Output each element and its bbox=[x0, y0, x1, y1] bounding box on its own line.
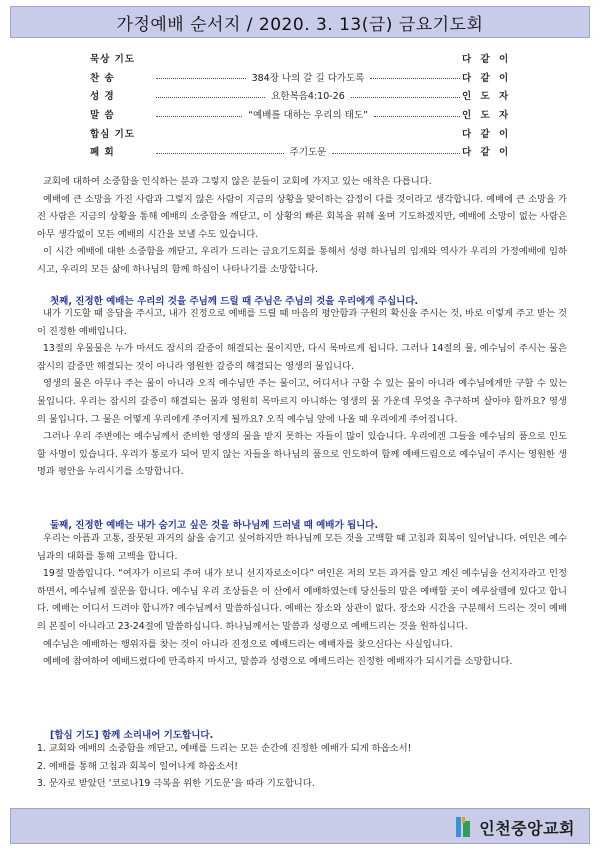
order-part: 합심 기도 bbox=[90, 128, 136, 140]
order-content: 주기도문 bbox=[289, 147, 327, 159]
page-title: 가정예배 순서지 / 2020. 3. 13(금) 금요기도회 bbox=[116, 14, 484, 35]
prayer-item: 1. 교회와 예배의 소중함을 깨닫고, 예배를 드리는 모든 순간에 진정한 예배가 되게 하옵소서! bbox=[37, 743, 412, 754]
prayer-item: 2. 예배를 통해 고침과 회복이 일어나게 하옵소서! bbox=[37, 760, 238, 772]
order-content: 384장 나의 갈 길 다가도록 bbox=[251, 72, 365, 84]
footer-bar bbox=[10, 808, 590, 844]
order-row bbox=[90, 142, 510, 161]
section2-paragraph: 예배에 참여하여 예배드렸다에 만족하지 마시고, 말씀과 성령으로 예배드리는 진정한 예배자가 되시기를 소망합니다. bbox=[43, 656, 513, 668]
prayer-heading: [합심 기도] 함께 소리내어 기도합니다. bbox=[50, 730, 214, 741]
section1-heading: 첫째, 진정한 예배는 우리의 것을 주님께 드릴 때 주님은 주님의 것을 우리에게 주십니다. bbox=[50, 296, 419, 307]
order-part: 성 경 bbox=[90, 91, 115, 103]
order-leader: 다 같 이 bbox=[462, 128, 512, 140]
order-leader: 인 도 자 bbox=[462, 110, 512, 122]
intro-paragraph: 이 시간 예배에 대한 소중함을 깨닫고, 우리가 드리는 금요기도회를 통해서 성령 하나님의 임재와 역사가 우리의 가정예배에 임하시고, 우리의 모든 삶에 하나님의 함께 하심이 나타나기를 소망합니다. bbox=[37, 246, 567, 275]
section2-text bbox=[37, 530, 567, 671]
order-row bbox=[90, 105, 510, 124]
church-logo bbox=[451, 814, 575, 840]
intro-paragraph: 교회에 대하여 소중함을 인식하는 분과 그렇지 않은 분들이 교회에 가지고 있는 애착은 다릅니다. bbox=[43, 176, 432, 187]
order-leader: 다 같 이 bbox=[462, 54, 512, 66]
order-leader: 인 도 자 bbox=[462, 91, 512, 103]
order-row bbox=[90, 49, 510, 68]
section1-paragraph: 그러나 우리 주변에는 예수님께서 준비한 영생의 물을 받지 못하는 자들이 많이 있습니다. 우리에겐 그들을 예수님의 품으로 인도할 사명이 있습니다. 우리가 통로가 되어 믿지 않는 자들을 하나님의 품으로 인도하여 함께 예배드림으로 예수님이 주시는 영원한 생명과 평안을 누리시기를 소망합니다. bbox=[37, 431, 567, 478]
church-logo-icon bbox=[451, 815, 475, 839]
section2-paragraph: 19절 말씀입니다. “여자가 이르되 주여 내가 보니 선지자로소이다” 여인은 저의 모든 과거를 알고 계신 예수님을 선지자라고 인정하면서, 예수님께 질문을 합니다. 예수님 우리 조상들은 이 산에서 예배하였는데 당신들의 말은 예배할 곳이 예루살렘에 있다고 합니다. 예배는 어디서 드려야 합니까? 예수님께서 말씀하십니다. 예배는 장소와 상관이 없다. 장소와 시간을 구분해서 드리는 것이 예배의 본질이 아니라고 23-24절에 말씀하십니다. 하나님께서는 말씀과 성령으로 예배드리는 것을 원하십니다. bbox=[37, 568, 567, 632]
order-row bbox=[90, 123, 510, 142]
section1-paragraph: 13절의 우물물은 누가 마셔도 잠시의 갈증이 해결되는 물이지만, 다시 목마르게 됩니다. 그러나 14절의 물, 예수님이 주시는 물은 잠시의 갈증만 해결되는 것이 아니라 영원한 갈증의 해결되는 영생의 물입니다. bbox=[37, 343, 567, 372]
intro-paragraph: 예배에 큰 소망을 가진 사람과 그렇지 않은 사람이 지금의 상황을 맞이하는 감정이 다를 것이라고 생각합니다. 예배에 큰 소망을 가진 사람은 지금의 상황을 통해 예배의 소중함을 깨닫고, 이 상황의 빠른 회복을 위해 울며 기도하겠지만, 예배에 소망이 없는 사람은 아무 생각없이 모든 예배의 시간을 보낼 수도 있습니다. bbox=[37, 193, 567, 240]
section2-heading: 둘째, 진정한 예배는 내가 숨기고 싶은 것을 하나님께 드러낼 때 예배가 됩니다. bbox=[50, 520, 379, 531]
section1-paragraph: 영생의 물은 아무나 주는 물이 아니라 오직 예수님만 주는 물이고, 어디서나 구할 수 있는 물이 아니라 예수님에게만 구할 수 있는 물입니다. 우리는 잠시의 갈증이 해결되는 물과 영원히 목마르지 아니하는 영생의 물 가운데 무엇을 추구하며 살아야 할까요? 영생의 물입니다. 그 물은 어떻게 우리에게 주어지게 될까요? 오직 예수님 앞에 나올 때 우리에게 주어집니다. bbox=[37, 378, 567, 425]
prayer-list bbox=[37, 740, 567, 793]
prayer-item: 3. 문자로 받았던 ‘코로나19 극복을 위한 기도문’을 따라 기도합니다. bbox=[37, 778, 315, 790]
order-part: 폐 회 bbox=[90, 147, 115, 159]
section2-paragraph: 우리는 아픔과 고통, 잘못된 과거의 삶을 숨기고 싶어하지만 하나님께 모든 것을 고백할 때 고침과 회복이 일어납니다. 여인은 예수님과의 대화를 통해 고백을 합니다. bbox=[37, 533, 567, 562]
order-row bbox=[90, 86, 510, 105]
order-part: 찬 송 bbox=[90, 72, 115, 84]
order-part: 말 씀 bbox=[90, 110, 115, 122]
intro-text bbox=[37, 173, 567, 279]
order-leader: 다 같 이 bbox=[462, 72, 512, 84]
order-content: “예배를 대하는 우리의 태도” bbox=[248, 110, 368, 122]
title-bar bbox=[10, 6, 590, 38]
worship-order bbox=[90, 49, 510, 161]
order-row bbox=[90, 68, 510, 87]
section1-text bbox=[37, 305, 567, 481]
church-name: 인천중앙교회 bbox=[479, 818, 575, 838]
section2-paragraph: 예수님은 예배하는 행위자를 찾는 것이 아니라 진정으로 예배드리는 예배자를 찾으신다는 사실입니다. bbox=[43, 638, 453, 650]
section1-paragraph: 내가 기도할 때 응답을 주시고, 내가 진정으로 예배를 드릴 때 마음의 평안함과 구원의 확신을 주시는 것, 바로 이렇게 주고 받는 것이 진정한 예배입니다. bbox=[37, 308, 567, 337]
order-content: 요한복음4:10-26 bbox=[271, 91, 345, 103]
order-part: 묵상 기도 bbox=[90, 54, 136, 66]
order-leader: 다 같 이 bbox=[462, 147, 512, 159]
